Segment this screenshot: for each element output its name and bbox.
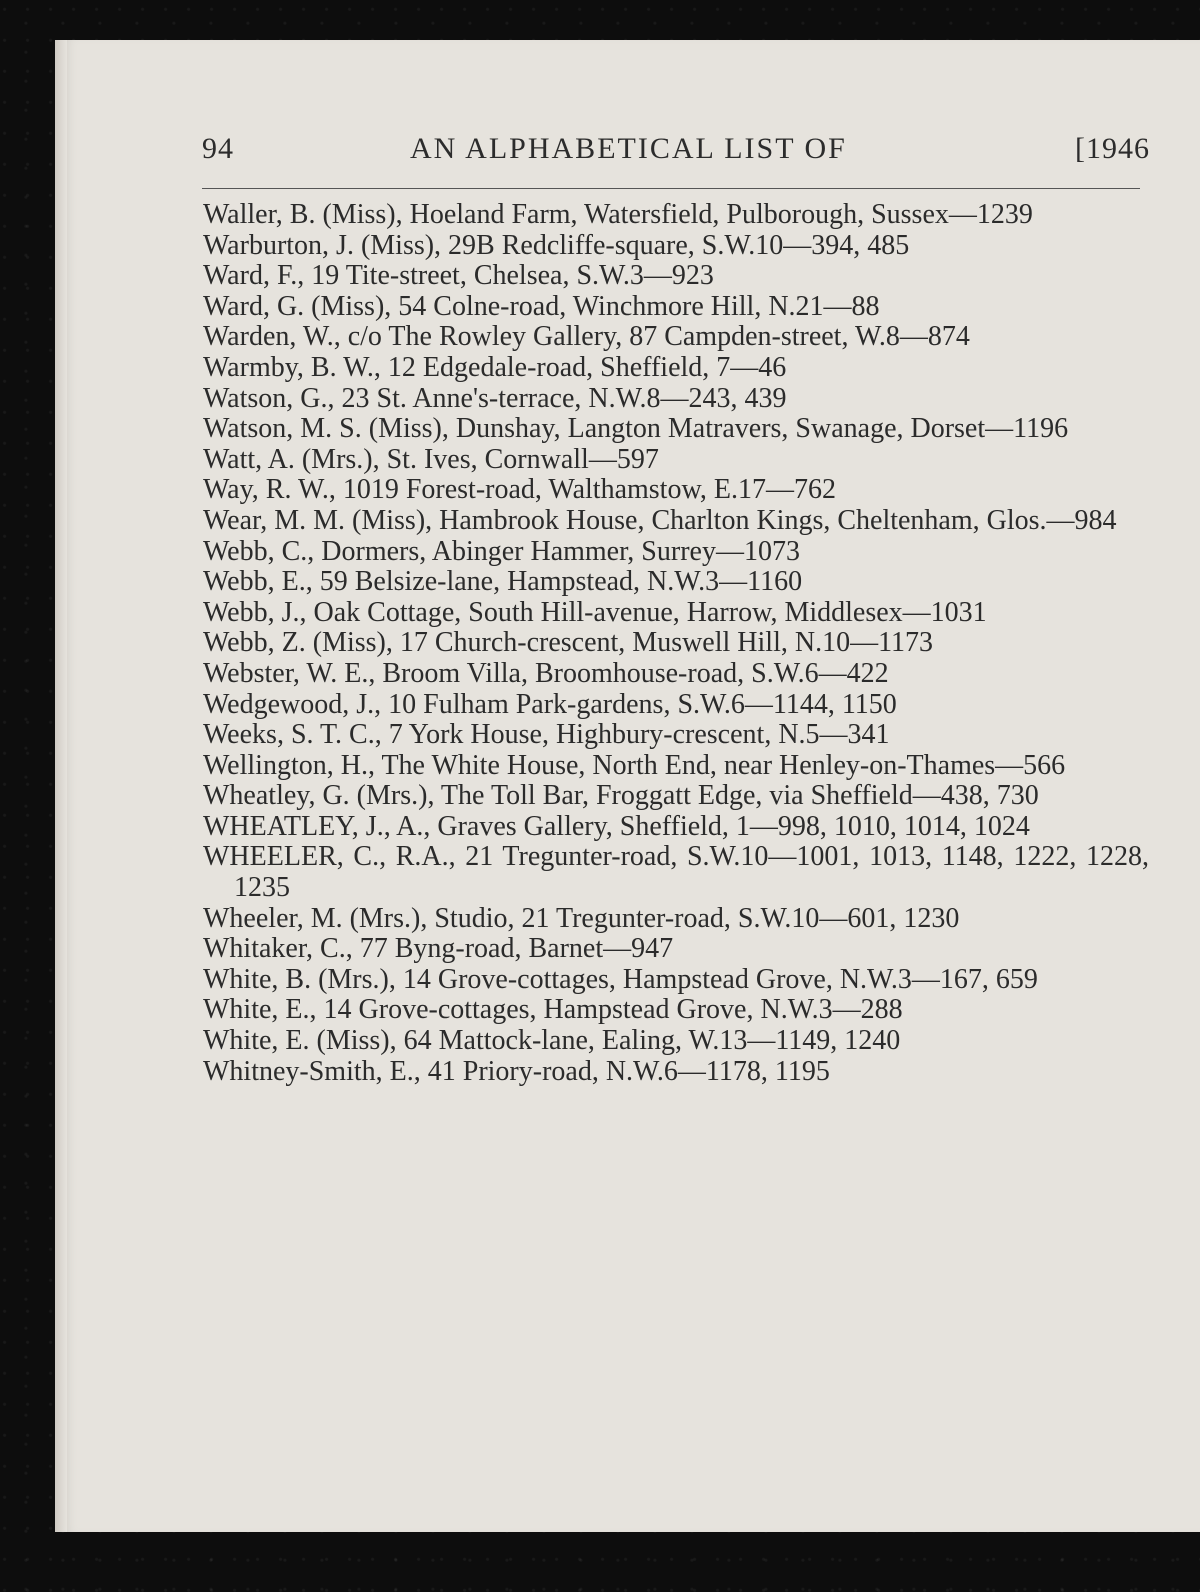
list-entry: Watt, A. (Mrs.), St. Ives, Cornwall—597 [203, 443, 659, 475]
list-entry: Webb, C., Dormers, Abinger Hammer, Surrey—1073 [203, 535, 800, 567]
artist-list [203, 200, 1149, 1087]
list-entry: Whitney-Smith, E., 41 Priory-road, N.W.6—1178, 1195 [203, 1055, 830, 1087]
page-gutter-shadow [55, 40, 67, 1532]
list-entry: Waller, B. (Miss), Hoeland Farm, Watersfield, Pulborough, Sussex—1239 [203, 199, 1033, 230]
list-entry: Webb, E., 59 Belsize-lane, Hampstead, N.W.3—1160 [203, 566, 803, 598]
list-entry: Weeks, S. T. C., 7 York House, Highbury-crescent, N.5—341 [203, 719, 890, 751]
list-entry: Whitaker, C., 77 Byng-road, Barnet—947 [203, 933, 674, 965]
list-entry: Way, R. W., 1019 Forest-road, Walthamstow, E.17—762 [203, 474, 836, 506]
list-entry: Warden, W., c/o The Rowley Gallery, 87 Campden-street, W.8—874 [203, 321, 970, 353]
list-entry: Wedgewood, J., 10 Fulham Park-gardens, S.W.6—1144, 1150 [203, 688, 897, 720]
list-entry: WHEATLEY, J., A., Graves Gallery, Sheffield, 1—998, 1010, 1014, 1024 [203, 810, 1030, 842]
page-number: 94 [202, 132, 234, 165]
list-entry: Webster, W. E., Broom Villa, Broomhouse-road, S.W.6—422 [203, 657, 889, 689]
header-year: [1946 [1075, 132, 1150, 165]
list-entry: Webb, J., Oak Cottage, South Hill-avenue, Harrow, Middlesex—1031 [203, 596, 987, 628]
list-entry: Ward, G. (Miss), 54 Colne-road, Winchmore Hill, N.21—88 [203, 290, 880, 322]
list-entry: Wheatley, G. (Mrs.), The Toll Bar, Froggatt Edge, via Sheffield—438, 730 [203, 780, 1039, 812]
list-entry: White, E. (Miss), 64 Mattock-lane, Ealing, W.13—1149, 1240 [203, 1025, 901, 1057]
list-entry: White, B. (Mrs.), 14 Grove-cottages, Hampstead Grove, N.W.3—167, 659 [203, 963, 1038, 995]
list-entry: Ward, F., 19 Tite-street, Chelsea, S.W.3—923 [203, 260, 714, 292]
list-entry: Wellington, H., The White House, North End, near Henley-on-Thames—566 [203, 749, 1066, 781]
list-entry: Watson, G., 23 St. Anne's-terrace, N.W.8—243, 439 [203, 382, 787, 414]
running-header [202, 132, 1150, 176]
header-rule [202, 188, 1140, 189]
list-entry: White, E., 14 Grove-cottages, Hampstead Grove, N.W.3—288 [203, 994, 903, 1026]
list-entry: Warmby, B. W., 12 Edgedale-road, Sheffield, 7—46 [203, 351, 787, 383]
running-title: AN ALPHABETICAL LIST OF [410, 132, 847, 165]
list-entry: Webb, Z. (Miss), 17 Church-crescent, Muswell Hill, N.10—1173 [203, 627, 934, 659]
list-entry: WHEELER, C., R.A., 21 Tregunter-road, S.W.10—1001, 1013, 1148, 1222, 1228, 1235 [203, 841, 1149, 904]
list-entry: Warburton, J. (Miss), 29B Redcliffe-square, S.W.10—394, 485 [203, 229, 910, 261]
list-entry: Wheeler, M. (Mrs.), Studio, 21 Tregunter-road, S.W.10—601, 1230 [203, 902, 960, 934]
list-entry: Watson, M. S. (Miss), Dunshay, Langton Matravers, Swanage, Dorset—1196 [203, 413, 1069, 445]
list-entry: Wear, M. M. (Miss), Hambrook House, Charlton Kings, Cheltenham, Glos.—984 [203, 504, 1117, 536]
